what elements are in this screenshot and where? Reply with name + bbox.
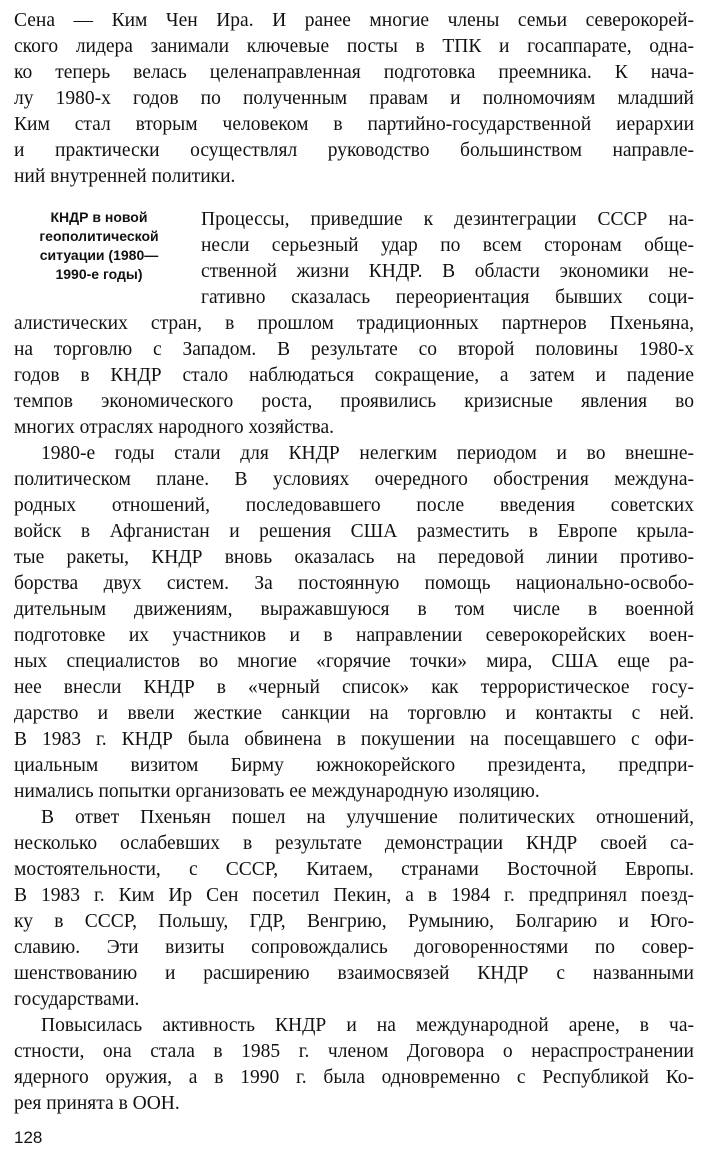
text-line: В 1983 г. Ким Ир Сен посетил Пекин, а в 1984 г. предпринял поезд- — [14, 885, 694, 906]
page-number: 128 — [14, 1128, 43, 1147]
text-line: Процессы, приведшие к дезинтеграции СССР на- — [201, 209, 694, 230]
section-sidenote-heading — [10, 208, 188, 284]
text-line: гативно сказалась переориентация бывших соци- — [201, 287, 694, 308]
text-line: тые ракеты, КНДР вновь оказалась на передовой линии противо- — [14, 547, 694, 568]
text-line: лу 1980-х годов по полученным правам и полномочиям младший — [14, 88, 694, 109]
text-line: нимались попытки организовать ее международную изоляцию. — [14, 781, 540, 802]
text-line: ку в СССР, Польшу, ГДР, Венгрию, Румынию, Болгарию и Юго- — [14, 911, 694, 932]
text-line: 1980-е годы стали для КНДР нелегким периодом и во внешне- — [41, 443, 694, 464]
text-line: годов в КНДР стало наблюдаться сокращение, а затем и падение — [14, 365, 694, 386]
text-line: несли серьезный удар по всем сторонам обще- — [201, 235, 694, 256]
text-line: циальным визитом Бирму южнокорейского президента, предпри- — [14, 755, 694, 776]
text-line: ний внутренней политики. — [14, 166, 236, 187]
text-line: государствами. — [14, 989, 140, 1010]
text-line: Повысилась активность КНДР и на международной арене, в ча- — [41, 1015, 694, 1036]
text-line: Сена — Ким Чен Ира. И ранее многие члены семьи северокорей- — [14, 10, 694, 31]
text-line: ственной жизни КНДР. В области экономики не- — [201, 261, 694, 282]
sidenote-line: ситуации (1980— — [39, 247, 159, 263]
text-line: на торговлю с Западом. В результате со второй половины 1980-х — [14, 339, 694, 360]
text-line: несколько ослабевших в результате демонстрации КНДР своей са- — [14, 833, 694, 854]
text-line: и практически осуществлял руководство большинством направле- — [14, 140, 694, 161]
text-line: темпов экономического роста, проявились кризисные явления во — [14, 391, 694, 412]
text-line: подготовке их участников и в направлении северокорейских воен- — [14, 625, 694, 646]
text-line: В ответ Пхеньян пошел на улучшение политических отношений, — [41, 807, 694, 828]
text-line: дарство и ввели жесткие санкции на торговлю и контакты с ней. — [14, 703, 694, 724]
text-line: борства двух систем. За постоянную помощь национально-освобо- — [14, 573, 694, 594]
text-line: В 1983 г. КНДР была обвинена в покушении на посещавшего с офи- — [14, 729, 694, 750]
sidenote-line: КНДР в новой — [50, 209, 148, 225]
text-line: родных отношений, последовавшего после введения советских — [14, 495, 694, 516]
text-line: мостоятельности, с СССР, Китаем, странами Восточной Европы. — [14, 859, 694, 880]
text-line: рея принята в ООН. — [14, 1093, 180, 1114]
text-line: стности, она стала в 1985 г. членом Договора о нераспространении — [14, 1041, 694, 1062]
sidenote-line: геополитической — [39, 228, 159, 244]
text-line: ского лидера занимали ключевые посты в ТПК и госаппарате, одна- — [14, 36, 694, 57]
text-line: Ким стал вторым человеком в партийно-государственной иерархии — [14, 114, 694, 135]
sidenote-line: 1990-е годы) — [55, 266, 143, 282]
text-line: алистических стран, в прошлом традиционных партнеров Пхеньяна, — [14, 313, 694, 334]
text-line: войск в Афганистан и решения США разместить в Европе крыла- — [14, 521, 694, 542]
text-line: нее внесли КНДР в «черный список» как террористическое госу- — [14, 677, 694, 698]
text-line: ных специалистов во многие «горячие точки» мира, США еще ра- — [14, 651, 694, 672]
text-line: многих отраслях народного хозяйства. — [14, 417, 335, 438]
text-line: политическом плане. В условиях очередного обострения междуна- — [14, 469, 694, 490]
text-line: ко теперь велась целенаправленная подготовка преемника. К нача- — [14, 62, 694, 83]
text-line: дительным движениям, выражавшуюся в том числе в военной — [14, 599, 694, 620]
text-line: славию. Эти визиты сопровождались договоренностями по совер- — [14, 937, 694, 958]
text-line: ядерного оружия, а в 1990 г. была одновременно с Республикой Ко- — [14, 1067, 694, 1088]
text-line: шенствованию и расширению взаимосвязей КНДР с названными — [14, 963, 694, 984]
